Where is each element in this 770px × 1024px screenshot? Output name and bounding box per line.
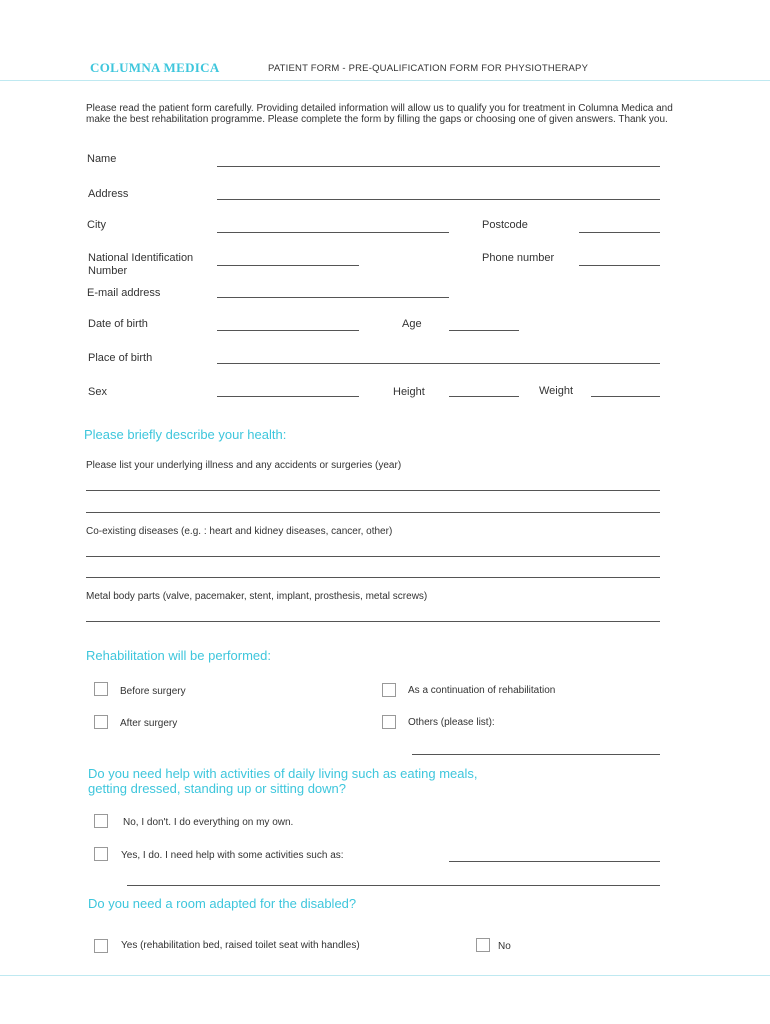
daily-activities-field-2[interactable] xyxy=(127,885,660,886)
illness-field-2[interactable] xyxy=(86,512,660,513)
postcode-field[interactable] xyxy=(579,232,660,233)
name-label: Name xyxy=(87,153,117,165)
phone-field[interactable] xyxy=(579,265,660,266)
room-yes-checkbox[interactable] xyxy=(94,939,108,953)
postcode-label: Postcode xyxy=(482,219,528,231)
room-no-checkbox[interactable] xyxy=(476,938,490,952)
footer-divider xyxy=(0,975,770,976)
dob-label: Date of birth xyxy=(88,318,148,330)
coexisting-field-1[interactable] xyxy=(86,556,660,557)
header-divider xyxy=(0,80,770,81)
others-checkbox[interactable] xyxy=(382,715,396,729)
brand-logo: COLUMNA MEDICA xyxy=(90,60,220,75)
continuation-label: As a continuation of rehabilitation xyxy=(408,685,556,696)
address-field[interactable] xyxy=(217,199,660,200)
national-id-field[interactable] xyxy=(217,265,359,266)
place-of-birth-field[interactable] xyxy=(217,363,660,364)
place-of-birth-label: Place of birth xyxy=(88,352,153,364)
daily-heading xyxy=(88,766,478,796)
national-id-label: National Identification Number xyxy=(88,252,194,277)
daily-heading-line-2: getting dressed, standing up or sitting down? xyxy=(88,781,347,796)
form-title: PATIENT FORM - PRE-QUALIFICATION FORM FOR PHYSIOTHERAPY xyxy=(268,63,589,74)
name-field[interactable] xyxy=(217,166,660,167)
sex-field[interactable] xyxy=(217,396,359,397)
before-surgery-checkbox[interactable] xyxy=(94,682,108,696)
phone-label: Phone number xyxy=(482,252,555,264)
height-field[interactable] xyxy=(449,396,519,397)
city-field[interactable] xyxy=(217,232,449,233)
height-label: Height xyxy=(393,386,425,398)
coexisting-field-2[interactable] xyxy=(86,577,660,578)
dob-field[interactable] xyxy=(217,330,359,331)
rehab-heading: Rehabilitation will be performed: xyxy=(86,648,271,663)
illness-label: Please list your underlying illness and any accidents or surgeries (year) xyxy=(86,460,402,471)
room-heading: Do you need a room adapted for the disabled? xyxy=(88,896,357,911)
daily-no-checkbox[interactable] xyxy=(94,814,108,828)
daily-heading-line-1: Do you need help with activities of daily living such as eating meals, xyxy=(88,766,478,781)
health-heading: Please briefly describe your health: xyxy=(84,427,287,442)
before-surgery-label: Before surgery xyxy=(120,686,186,697)
room-no-label: No xyxy=(498,941,511,952)
email-field[interactable] xyxy=(217,297,449,298)
intro-text: Please read the patient form carefully. Providing detailed information will allow us to qualify you for treatment in Columna Medica and make the best rehabilitation programme. Please complete the form by filling the gaps or choosing one of given answers. Thank you. xyxy=(86,103,673,125)
daily-yes-checkbox[interactable] xyxy=(94,847,108,861)
age-field[interactable] xyxy=(449,330,519,331)
after-surgery-label: After surgery xyxy=(120,718,178,729)
others-label: Others (please list): xyxy=(408,717,495,728)
room-yes-label: Yes (rehabilitation bed, raised toilet seat with handles) xyxy=(121,940,360,951)
after-surgery-checkbox[interactable] xyxy=(94,715,108,729)
illness-field-1[interactable] xyxy=(86,490,660,491)
metal-label: Metal body parts (valve, pacemaker, stent, implant, prosthesis, metal screws) xyxy=(86,591,428,602)
weight-field[interactable] xyxy=(591,396,660,397)
email-label: E-mail address xyxy=(87,287,161,299)
metal-field[interactable] xyxy=(86,621,660,622)
city-label: City xyxy=(87,219,106,231)
continuation-checkbox[interactable] xyxy=(382,683,396,697)
weight-label: Weight xyxy=(539,385,574,397)
daily-no-label: No, I don't. I do everything on my own. xyxy=(123,817,294,828)
address-label: Address xyxy=(88,188,129,200)
sex-label: Sex xyxy=(88,386,107,398)
daily-activities-field-1[interactable] xyxy=(449,861,660,862)
daily-yes-label: Yes, I do. I need help with some activities such as: xyxy=(121,850,344,861)
age-label: Age xyxy=(402,318,422,330)
others-field[interactable] xyxy=(412,754,660,755)
coexisting-label: Co-existing diseases (e.g. : heart and kidney diseases, cancer, other) xyxy=(86,526,393,537)
